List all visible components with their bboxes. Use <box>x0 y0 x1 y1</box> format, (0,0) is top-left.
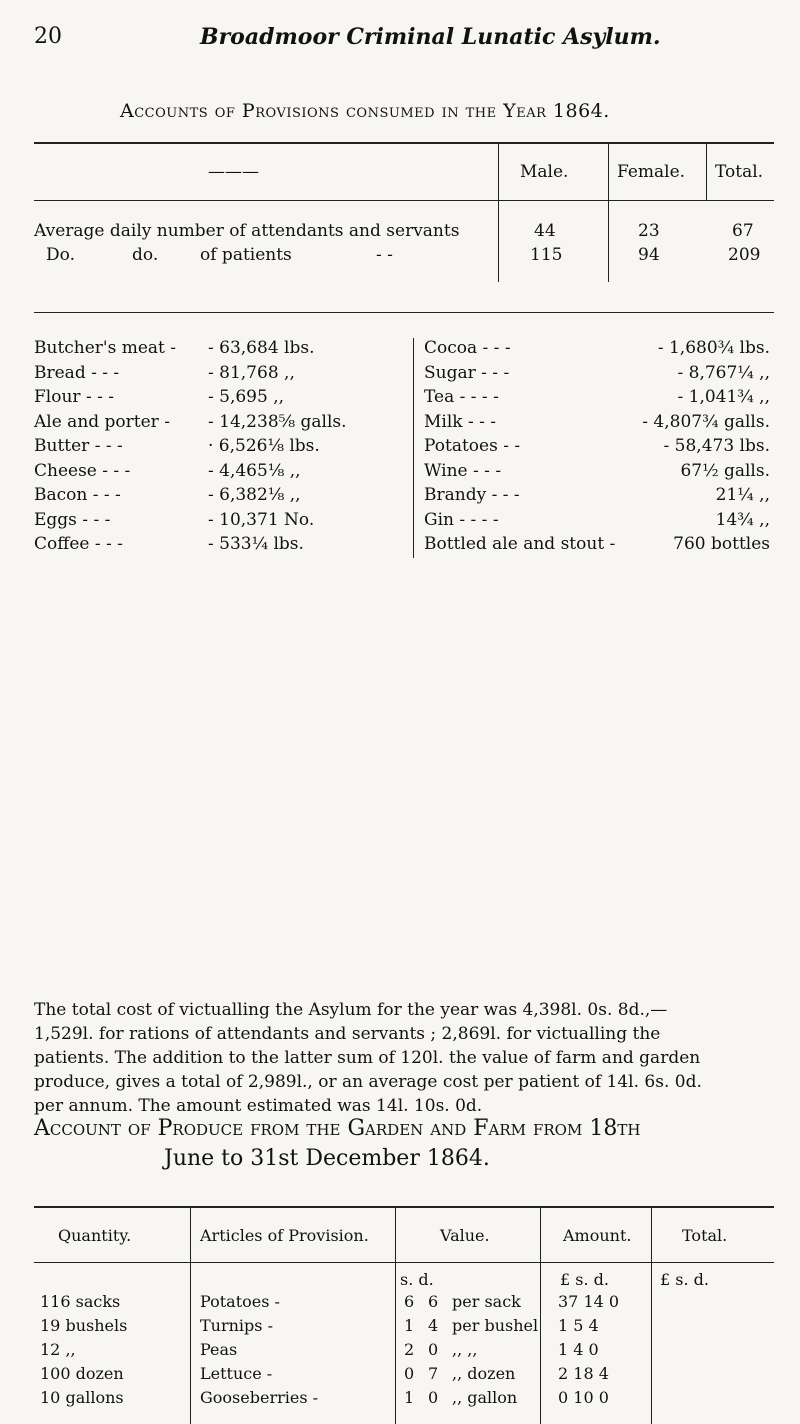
produce-value-per: ,, ,, <box>452 1340 478 1359</box>
row-patients-do: Do. <box>46 245 75 265</box>
paragraph-line: produce, gives a total of 2,989l., or an average cost per patient of 14l. 6s. 0d. <box>34 1072 702 1092</box>
row-patients-male: 115 <box>530 245 563 265</box>
provision-quantity: 67½ galls. <box>680 460 770 481</box>
provision-quantity: 14¾ ,, <box>715 509 770 530</box>
accounts-title: Accounts of Provisions consumed in the Year 1864. <box>120 100 610 122</box>
produce-quantity: 116 sacks <box>40 1292 121 1311</box>
produce-quantity: 10 gallons <box>40 1388 124 1407</box>
header-quantity: Quantity. <box>58 1226 132 1245</box>
provision-quantity: - 81,768 ,, <box>208 362 295 383</box>
produce-header-rule <box>34 1262 774 1263</box>
produce-quantity: 19 bushels <box>40 1316 128 1335</box>
produce-title-line1: Account of Produce from the Garden and Farm from 18th <box>34 1116 641 1141</box>
provision-item: Bacon - - - <box>34 485 121 505</box>
provision-quantity: - 5,695 ,, <box>208 387 285 407</box>
provision-quantity: - 6,382⅛ ,, <box>208 485 301 505</box>
provision-item: Wine - - - <box>424 460 502 481</box>
produce-value-shillings: 1 <box>404 1316 415 1335</box>
provision-item: Tea - - - - <box>424 387 499 407</box>
produce-amount: 0 10 0 <box>558 1388 609 1407</box>
produce-amount: 1 5 4 <box>558 1316 599 1335</box>
produce-article: Potatoes - <box>200 1292 280 1311</box>
row-patients-female: 94 <box>638 245 660 265</box>
provision-quantity: - 58,473 lbs. <box>663 436 770 456</box>
provision-quantity: 21¼ ,, <box>715 485 770 505</box>
produce-article: Lettuce - <box>200 1364 273 1383</box>
row-patients-label: of patients <box>200 245 292 265</box>
provision-item: Gin - - - - <box>424 509 499 530</box>
paragraph-line: per annum. The amount estimated was 14l. 10s. 0d. <box>34 1096 483 1116</box>
provision-item: Brandy - - - <box>424 485 520 505</box>
header-female: Female. <box>617 162 686 182</box>
produce-value-per: ,, dozen <box>452 1364 516 1383</box>
produce-article: Turnips - <box>200 1316 273 1335</box>
produce-article: Peas <box>200 1340 238 1359</box>
provision-quantity: - 1,680¾ lbs. <box>657 338 770 358</box>
produce-top-rule <box>34 1206 774 1208</box>
provision-quantity: - 533¼ lbs. <box>208 534 304 554</box>
produce-col-rule <box>540 1206 541 1424</box>
provision-quantity: - 1,041¾ ,, <box>677 387 770 407</box>
produce-value-pence: 6 <box>428 1292 439 1311</box>
provision-item: Eggs - - - <box>34 509 111 530</box>
produce-amount: 37 14 0 <box>558 1292 620 1311</box>
produce-article: Gooseberries - <box>200 1388 319 1407</box>
header-total: Total. <box>715 162 764 182</box>
row-patients-total: 209 <box>728 245 761 265</box>
produce-value-pence: 7 <box>428 1364 439 1383</box>
produce-quantity: 12 ,, <box>40 1340 76 1359</box>
header-total: Total. <box>682 1226 728 1245</box>
row-attendants-label: Average daily number of attendants and servants <box>34 221 460 241</box>
produce-value-shillings: 2 <box>404 1340 415 1359</box>
produce-amount: 1 4 0 <box>558 1340 599 1359</box>
provision-quantity: - 8,767¼ ,, <box>677 362 770 383</box>
produce-value-shillings: 0 <box>404 1364 415 1383</box>
amount-units: £ s. d. <box>560 1270 609 1289</box>
provision-item: Bread - - - <box>34 362 120 383</box>
produce-value-pence: 0 <box>428 1388 439 1407</box>
table1-dash: ——— <box>208 162 259 182</box>
produce-value-per: per bushel <box>452 1316 539 1335</box>
header-amount: Amount. <box>563 1226 632 1245</box>
provision-item: Flour - - - <box>34 387 114 407</box>
header-value: Value. <box>440 1226 490 1245</box>
produce-col-rule <box>651 1206 652 1424</box>
paragraph-line: The total cost of victualling the Asylum for the year was 4,398l. 0s. 8d.,— <box>34 1000 668 1020</box>
produce-value-pence: 0 <box>428 1340 439 1359</box>
produce-value-shillings: 6 <box>404 1292 415 1311</box>
provision-quantity: - 10,371 No. <box>208 509 315 530</box>
produce-value-per: ,, gallon <box>452 1388 518 1407</box>
provision-quantity: - 14,238⅝ galls. <box>208 411 347 432</box>
row-attendants-female: 23 <box>638 221 660 241</box>
provision-quantity: · 6,526⅛ lbs. <box>208 436 320 456</box>
total-units: £ s. d. <box>660 1270 709 1289</box>
provision-quantity: - 4,807¾ galls. <box>642 411 770 432</box>
produce-quantity: 100 dozen <box>40 1364 124 1383</box>
row-attendants-male: 44 <box>534 221 556 241</box>
produce-amount: 2 18 4 <box>558 1364 609 1383</box>
provision-item: Potatoes - - <box>424 436 521 456</box>
produce-col-rule <box>190 1206 191 1424</box>
row-patients-do2: do. <box>132 245 159 265</box>
header-male: Male. <box>520 162 569 182</box>
row-attendants-total: 67 <box>732 221 754 241</box>
paragraph-line: 1,529l. for rations of attendants and servants ; 2,869l. for victualling the <box>34 1024 661 1044</box>
provision-item: Cheese - - - <box>34 460 131 481</box>
produce-value-per: per sack <box>452 1292 521 1311</box>
provision-item: Butter - - - <box>34 436 123 456</box>
page-number: 20 <box>34 24 62 49</box>
provision-item: Bottled ale and stout - <box>424 534 616 554</box>
provision-item: Coffee - - - <box>34 534 123 554</box>
produce-value-pence: 4 <box>428 1316 439 1335</box>
provision-quantity: - 4,465⅛ ,, <box>208 460 301 481</box>
paragraph-line: patients. The addition to the latter sum of 120l. the value of farm and garden <box>34 1048 701 1068</box>
provision-quantity: 760 bottles <box>673 534 770 554</box>
header-articles: Articles of Provision. <box>200 1226 369 1245</box>
provision-item: Cocoa - - - <box>424 338 511 358</box>
produce-col-rule <box>395 1206 396 1424</box>
row-patients-dashes: - - <box>376 245 393 265</box>
running-title: Broadmoor Criminal Lunatic Asylum. <box>200 24 661 50</box>
produce-title-line2: June to 31st December 1864. <box>164 1146 490 1171</box>
provision-item: Butcher's meat - <box>34 338 177 358</box>
value-units: s. d. <box>400 1270 434 1289</box>
provision-item: Milk - - - <box>424 411 497 432</box>
provision-item: Ale and porter - <box>34 411 170 432</box>
provision-quantity: - 63,684 lbs. <box>208 338 315 358</box>
provision-item: Sugar - - - <box>424 362 510 383</box>
produce-value-shillings: 1 <box>404 1388 415 1407</box>
